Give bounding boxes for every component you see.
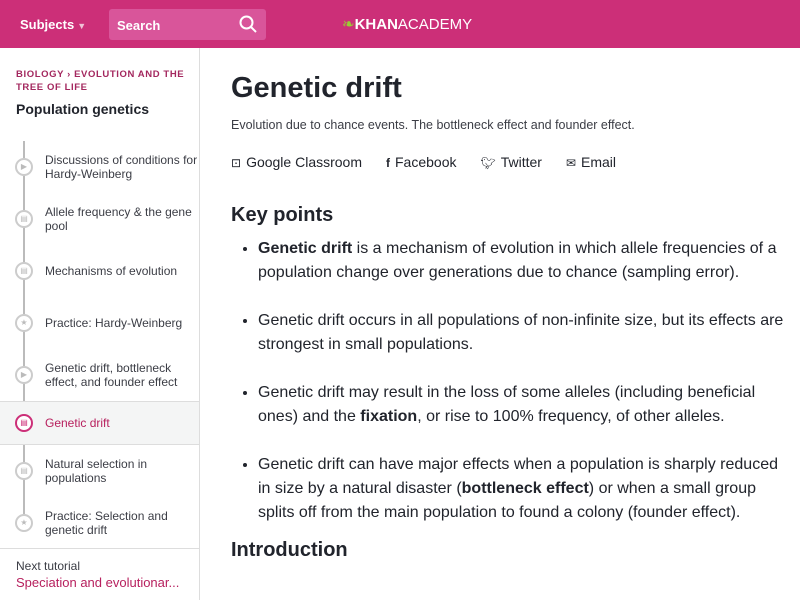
search-input[interactable] [109,9,266,40]
sidebar-item-label: Allele frequency & the gene pool [45,205,192,233]
sidebar-item[interactable] [0,297,199,349]
next-tutorial[interactable] [0,548,199,600]
search-placeholder: Search [117,18,161,33]
twitter-icon: 🐦︎ [480,156,496,170]
subjects-menu-button[interactable] [20,17,110,32]
share-facebook[interactable] [386,154,456,170]
breadcrumb: BIOLOGY › EVOLUTION AND THE TREE OF LIFE [16,69,185,93]
breadcrumb-biology[interactable]: BIOLOGY [16,69,64,80]
khan-academy-logo[interactable] [342,15,472,33]
text: , or rise to 100% frequency, of other alleles. [417,408,725,425]
sidebar-item[interactable] [0,193,199,245]
caret-down-icon: ▼ [77,20,87,31]
star-icon: ★ [15,314,33,332]
key-point [258,309,791,357]
sidebar-item[interactable] [0,349,199,401]
key-point [258,453,791,525]
share-bar [231,154,791,170]
key-point [258,381,791,429]
text: Genetic drift can have major effects when a population is sharply reduced in size by a natural disaster ( [258,456,778,497]
key-points-list [231,237,791,525]
share-label: Google Classroom [246,154,362,170]
sidebar-item[interactable] [0,445,199,497]
share-label: Twitter [500,154,542,170]
play-icon: ▶ [15,366,33,384]
star-icon: ★ [15,514,33,532]
sidebar-item-label: Natural selection in populations [45,457,148,485]
sidebar-item[interactable] [0,401,199,445]
sidebar-item-label: Practice: Selection and genetic drift [45,509,168,537]
sidebar [0,48,200,600]
sidebar-item-label: Mechanisms of evolution [45,264,178,278]
sidebar-item-label: Genetic drift, bottleneck effect, and founder effect [45,361,178,389]
introduction-heading: Introduction [231,539,348,561]
page-title: Genetic drift [231,72,402,104]
page-subtitle: Evolution due to chance events. The bottleneck effect and founder effect. [231,118,635,132]
sidebar-item[interactable] [0,141,199,193]
sidebar-item[interactable] [0,245,199,297]
email-icon: ✉ [565,156,577,170]
share-google-classroom[interactable] [231,154,362,170]
breadcrumb-evolution[interactable]: EVOLUTION AND THE TREE OF LIFE [16,69,185,93]
subjects-label: Subjects [20,16,75,32]
top-nav [0,0,800,48]
share-twitter[interactable] [480,154,541,170]
key-points-heading: Key points [231,204,334,226]
key-point [258,237,791,285]
share-email[interactable] [566,154,616,170]
text: Genetic drift may result in the loss of some alleles (including beneficial ones) and the [258,384,756,425]
logo-bold: KHAN [354,16,398,33]
share-label: Email [581,154,617,170]
article-icon: ▤ [15,210,33,228]
article-icon: ▤ [15,414,33,432]
leaf-icon: ❧ [342,16,355,33]
article-icon: ▤ [15,462,33,480]
bold-term: fixation [360,408,418,425]
sidebar-item-label: Discussions of conditions for Hardy-Weinberg [45,153,198,181]
next-tutorial-label: Next tutorial [16,559,81,573]
article-icon: ▤ [15,262,33,280]
share-label: Facebook [395,154,457,170]
next-tutorial-link[interactable]: Speciation and evolutionar... [16,575,180,590]
sidebar-item-label: Practice: Hardy-Weinberg [45,316,183,330]
sidebar-item[interactable] [0,497,199,549]
text: is a mechanism of evolution in which allele frequencies of a population change over generations due to chance (sampling error). [258,240,777,281]
search-icon[interactable] [238,14,258,37]
bold-term: Genetic drift [258,240,353,257]
logo-rest: ACADEMY [397,16,473,33]
sidebar-item-label: Genetic drift [45,416,110,430]
bold-term: bottleneck effect [461,480,589,497]
text: ) or when a small group splits off from the main population to found a colony (founder effect). [258,480,756,521]
google-classroom-icon: ⊡ [231,156,242,170]
article [231,48,791,562]
facebook-icon: f [386,156,390,170]
tutorial-list [0,141,199,549]
tutorial-title: Population genetics [16,101,150,117]
text: Genetic drift occurs in all populations of non-infinite size, but its effects are strongest in small populations. [258,312,784,353]
play-icon: ▶ [15,158,33,176]
